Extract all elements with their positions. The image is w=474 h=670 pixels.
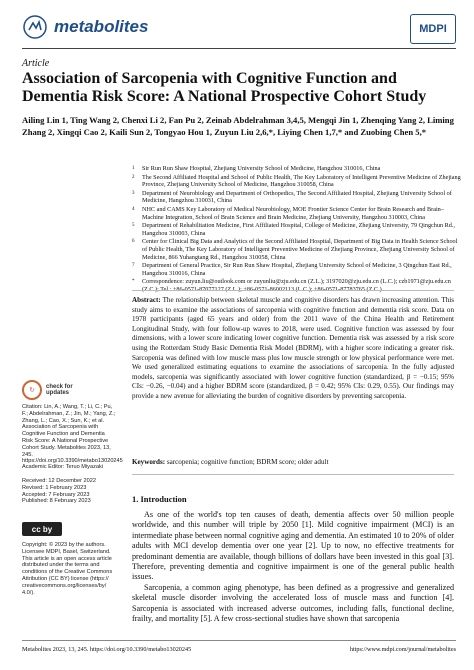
- keywords-label: Keywords:: [132, 458, 166, 466]
- affiliation-item: 3 Department of Neurobiology and Department of Orthopedics, The Second Affiliated Hospital, Zhejiang University School of Medicine, Hangzhou 310031, China: [132, 189, 452, 205]
- introduction-body: [132, 510, 454, 624]
- cc-license-badge[interactable]: cc by: [22, 522, 62, 536]
- abstract-label: Abstract:: [132, 296, 161, 304]
- footer-url-link[interactable]: https://www.mdpi.com/journal/metabolites: [349, 646, 456, 653]
- academic-editor: Academic Editor: Teruo Miyazaki: [22, 464, 104, 470]
- footer-citation: Metabolites 2023, 13, 245. https://doi.org/10.3390/metabo13020245: [22, 646, 192, 653]
- copyright-notice: Copyright: © 2023 by the authors. Licensee MDPI, Basel, Switzerland. This article is an open access article distributed under the terms and conditions of the Creative Commons Attribution (CC BY) license (https:// creativecommons.org/licenses/by/ 4.0/).: [22, 542, 113, 596]
- footer-divider: [22, 640, 456, 641]
- check-updates-icon: ↻: [22, 380, 42, 400]
- intro-paragraph: As one of the world's top ten causes of death, dementia affects over 50 million people worldwide, and this number will triple by 2050 [1]. Mild cognitive impairment (MCI) is an intermediate phase between normal cognitive aging and dementia. An estimated 10 to 20% of older adults with MCI develop dementia over one year [2]. Up to now, no effective treatments for predominant dementia are available, though billions of dollars have been invested in this goal [3]. Therefore, preventing dementia and cognitive impairment is one of the general public health issues.: [132, 510, 454, 582]
- abstract-text: The relationship between skeletal muscle and cognitive disorders has drawn increasing attention. This study aims to examine the associations of sarcopenia with cognitive function and dementia risk score. Data on 1978 participants (aged 65 years and older) from the 2011 wave of the China Health and Retirement Longitudinal Study, with four follow-up waves to 2018, were used. Cognitive function was assessed by four dimensions, with a lower score indicating lower cognitive function. Dementia risk was assessed by a risk score using the Rotterdam Study Basic Dementia Risk Model (BDRM), with a higher score indicating a greater risk. Sarcopenia was defined with low muscle mass plus low muscle strength or low physical performance were met. We used generalized estimating equations to examine the associations of sarcopenia. In the fully adjusted models, sarcopenia was significantly associated with lower cognitive function (standardized, β = −0.15; 95% CIs: −0.26, −0.04) and a higher BDRM score (standardized, β = 0.42; 95% CIs: 0.29, 0.55). Our findings may provide a new avenue for alleviating the burden of cognitive disorders by preventing sarcopenia.: [132, 296, 454, 400]
- affiliation-item: 6 Center for Clinical Big Data and Analytics of the Second Affiliated Hospital, Department of Big Data in Health Science School of Public Health, The Key Laboratory of Intelligent Preventive Medicine of Zhejiang Province, Zhejiang University School of Medicine, 866 Yuhangtang Rd., Hangzhou 310058, China: [132, 238, 458, 261]
- abstract-divider-top: [132, 290, 454, 291]
- journal-name: metabolites: [54, 17, 149, 36]
- affiliation-item: 4 NHC and CAMS Key Laboratory of Medical Neurobiology, MOE Frontier Science Center for Brain Research and Brain–Machine Integration, School of Brain Science and Brain Medicine, Zhejiang University, Hangzhou 310003, China: [132, 205, 444, 221]
- abstract: [132, 296, 454, 402]
- publication-dates: Received: 12 December 2022 Revised: 1 February 2023 Accepted: 7 February 2023 Published: 8 February 2023: [22, 478, 97, 505]
- affiliation-item: 7 Department of General Practice, Sir Run Run Shaw Hospital, Zhejiang University School of Medicine, 3 Qingchun East Rd., Hangzhou 310016, China: [132, 262, 452, 277]
- citation-block: Citation: Lin, A.; Wang, T.; Li, C.; Pu, F.; Abdelrahman, Z.; Jin, M.; Yang, Z.; Zhang, L.; Cao, X.; Sun, K.; et al. Association of Sarcopenia with Cognitive Function and Dementia Risk Score: A National Prospective Cohort Study. Metabolites 2023, 13, 245. https://doi.org/10.3390/metabo13020245: [22, 404, 123, 465]
- abstract-divider-bottom: [132, 474, 454, 475]
- mdpi-logo: MDPI: [410, 14, 456, 44]
- keywords: [132, 458, 454, 468]
- author-list: Ailing Lin 1, Ting Wang 2, Chenxi Li 2, Fan Pu 2, Zeinab Abdelrahman 3,4,5, Mengqi Jin 1, Zhenqing Yang 2, Liming Zhang 2, Xingqi Cao 2, Kaili Sun 2, Tongyao Hou 1, Zuyun Liu 2,6,*, Liying Chen 1,7,* and Zuobing Chen 5,*: [22, 115, 454, 137]
- affiliation-item: 1 Sir Run Run Shaw Hospital, Zhejiang University School of Medicine, Hangzhou 310016, China: [132, 165, 381, 172]
- journal-header: [22, 14, 148, 40]
- paper-title: Association of Sarcopenia with Cognitive Function and Dementia Risk Score: A National Prospective Cohort Study: [22, 70, 427, 105]
- journal-logo-icon: [22, 14, 48, 40]
- intro-paragraph: Sarcopenia, a common aging phenotype, has been defined as a progressive and generalized skeletal muscle disorder involving the accelerated loss of muscle mass and function [4]. Sarcopenia is associated with increased adverse outcomes, including falls, functional decline, frailty, and mortality [5]. A few cross-sectional studies have shown that sarcopenia: [132, 582, 454, 624]
- check-for-updates-button[interactable]: ↻ check for updates: [22, 380, 73, 400]
- article-type: Article: [22, 58, 50, 69]
- affiliation-item: 2 The Second Affiliated Hospital and School of Public Health, The Key Laboratory of Intelligent Preventive Medicine of Zhejiang Province, Zhejiang University School of Medicine, Hangzhou 310058, China: [132, 173, 461, 189]
- affiliation-item: 5 Department of Rehabilitation Medicine, First Affiliated Hospital, College of Medicine, Zhejiang University, 79 Qingchun Rd., Hangzhou 310003, China: [132, 222, 455, 237]
- correspondence: * Correspondence: zuyun.liu@outlook.com or zuyunliu@zju.edu.cn (Z.L.); 3197020@zju.edu.cn (L.C.); czb1971@zju.edu.cn: [132, 278, 451, 286]
- section-heading: 1. Introduction: [132, 494, 187, 504]
- affiliations: [132, 165, 462, 295]
- keywords-text: sarcopenia; cognitive function; BDRM score; older adult: [166, 458, 329, 466]
- page-footer: [22, 646, 456, 653]
- header-divider: [22, 48, 456, 49]
